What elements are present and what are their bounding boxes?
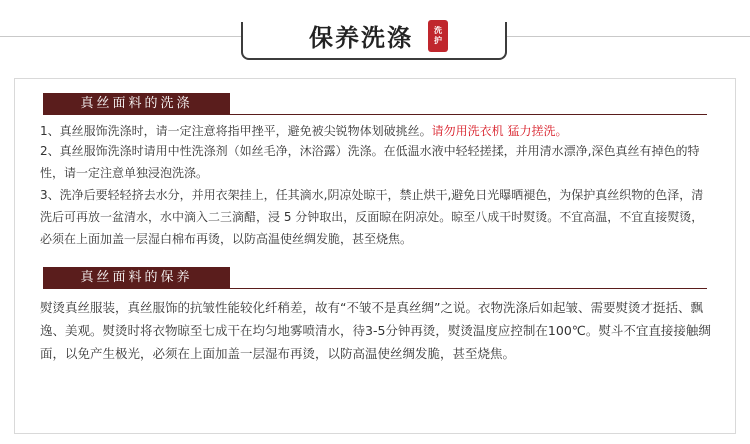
item-text: 1、真丝服饰洗涤时，请一定注意将指甲挫平，避免被尖锐物体划破挑丝。: [40, 124, 432, 138]
warning-text: 请勿用洗衣机 猛力搓洗。: [431, 124, 568, 138]
section-header-washing: [43, 93, 707, 115]
seal-stamp: [428, 20, 448, 52]
section-heading: 真丝面料的洗涤: [43, 93, 230, 114]
care-paragraph: 熨烫真丝服装，真丝服饰的抗皱性能较化纤稍差，故有“不皱不是真丝绸”之说。衣物洗涤后如起皱、需要熨烫才挺括、飘逸、美观。熨烫时将衣物晾至七成干在均匀地雾喷清水，待3-5分钟再烫，熨烫温度应控制在100℃。熨斗不宜直接接触绸面，以免产生极光，必须在上面加盖一层湿布再烫，以防高温使丝绸发脆，甚至烧焦。: [40, 300, 711, 361]
washing-item-2: 2、真丝服饰洗涤时请用中性洗涤剂（如丝毛净，沐浴露）洗涤。在低温水液中轻轻搓揉，并用清水漂净,深色真丝有掉色的特性，请一定注意单独浸泡洗涤。: [40, 144, 700, 180]
washing-item-3: 3、洗净后要轻轻挤去水分，并用衣架挂上，任其滴水,阴凉处晾干，禁止烘干,避免日光曝晒褪色，为保护真丝织物的色泽，清洗后可再放一盆清水，水中滴入二三滴醋，浸 5 分钟取出，反面晾在阴凉处。晾至八成干时熨烫。不宜高温，不宜直接熨烫，必须在上面加盖一层湿白棉布再烫，以防高温使丝绸发脆，甚至烧焦。: [40, 188, 704, 246]
washing-item-1: [40, 120, 708, 142]
seal-char-2: 护: [434, 36, 442, 45]
section-header-care: [43, 267, 707, 289]
seal-char-1: 洗: [434, 26, 442, 35]
banner: [0, 0, 750, 66]
page-title: 保养洗涤: [309, 24, 413, 52]
section-heading: 真丝面料的保养: [43, 267, 230, 288]
